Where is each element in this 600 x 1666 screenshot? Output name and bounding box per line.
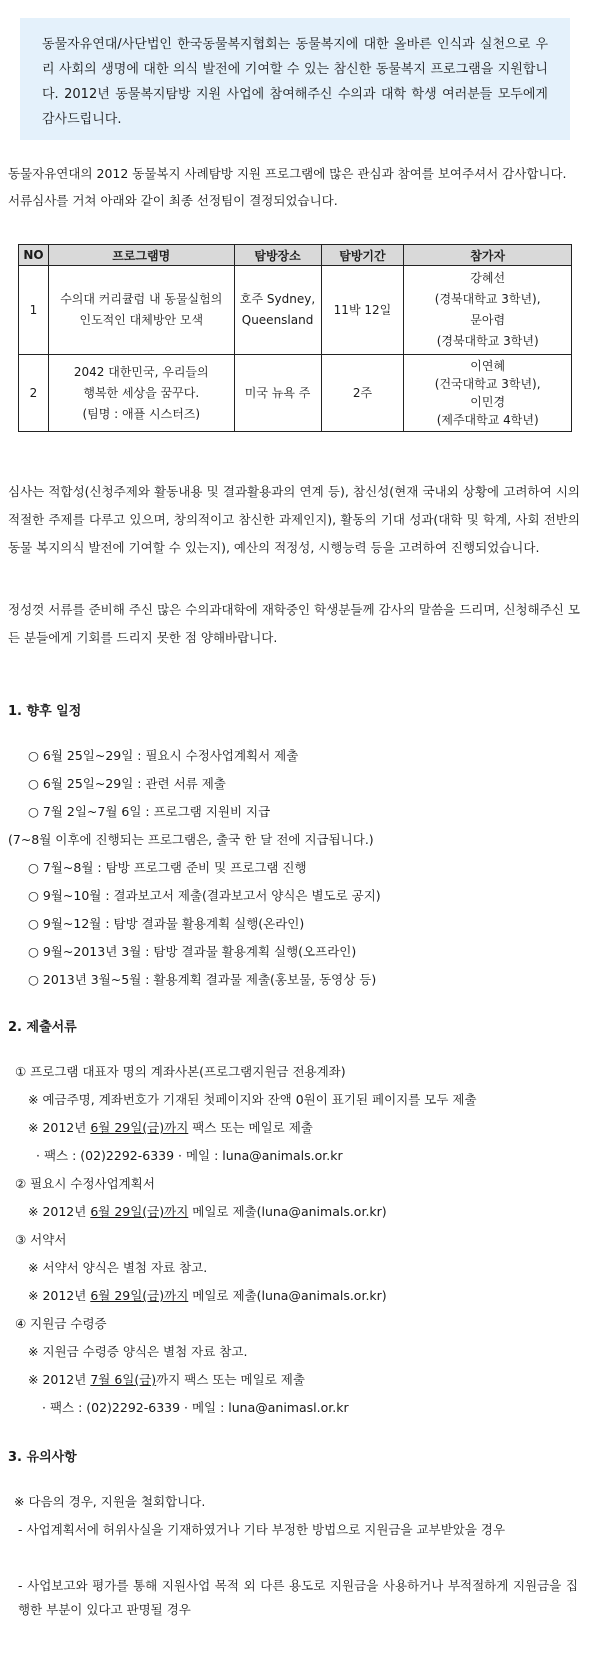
cell-period: 11박 12일 [321, 266, 404, 355]
lead-paragraph: 동물자유연대의 2012 동물복지 사례탐방 지원 프로그램에 많은 관심과 참여를 보여주셔서 감사합니다. 서류심사를 거쳐 아래와 같이 최종 선정팀이 결정되었습니다. [8, 166, 567, 208]
section-3-title: 3. 유의사항 [8, 1450, 77, 1465]
deadline-date: 6월 29일(금)까지 [90, 1204, 189, 1219]
contact-info: · 팩스 : (02)2292-6339 · 메일 : luna@animals.or.kr [36, 1148, 343, 1163]
section-2-title: 2. 제출서류 [8, 1020, 77, 1035]
deadline-suffix: 메일로 제출(luna@animals.or.kr) [188, 1204, 387, 1219]
deadline-suffix: 팩스 또는 메일로 제출 [188, 1120, 313, 1135]
document-note: ※ 서약서 양식은 별첨 자료 참고. [28, 1260, 208, 1275]
header-place: 탐방장소 [234, 245, 321, 266]
schedule-item: ○ 6월 25일~29일 : 필요시 수정사업계획서 제출 [28, 748, 299, 763]
notice-intro: ※ 다음의 경우, 지원을 철회합니다. [14, 1494, 206, 1509]
deadline-prefix: ※ 2012년 [28, 1372, 91, 1387]
document-deadline [28, 1370, 305, 1388]
cell-line: 인도적인 대체방안 모색 [79, 313, 204, 327]
cell-program [48, 355, 234, 432]
header-program: 프로그램명 [48, 245, 234, 266]
notice-item: - 사업계획서에 허위사실을 기재하였거나 기타 부정한 방법으로 지원금을 교부받았을 경우 [18, 1522, 506, 1537]
cell-line: 문아렴 [470, 313, 506, 327]
document-item: ③ 서약서 [15, 1232, 67, 1247]
deadline-date: 6월 29일(금)까지 [90, 1120, 189, 1135]
cell-line: (경북대학교 3학년), [434, 292, 541, 306]
schedule-note: (7~8월 이후에 진행되는 프로그램은, 출국 한 달 전에 지급됩니다.) [8, 832, 374, 847]
document-item: ④ 지원금 수령증 [15, 1316, 107, 1331]
deadline-suffix: 까지 팩스 또는 메일로 제출 [156, 1372, 305, 1387]
cell-participants [404, 266, 572, 355]
document-note: ※ 예금주명, 계좌번호가 기재된 첫페이지와 잔액 0원이 표기된 페이지를 모두 제출 [28, 1092, 477, 1107]
cell-line: 강혜선 [470, 271, 506, 285]
schedule-item: ○ 2013년 3월~5월 : 활용계획 결과물 제출(홍보물, 동영상 등) [28, 972, 377, 987]
cell-line: Queensland [241, 313, 314, 327]
schedule-item: ○ 6월 25일~29일 : 관련 서류 제출 [28, 776, 226, 791]
cell-line: 미국 뉴욕 주 [244, 385, 311, 400]
intro-box [20, 18, 570, 140]
cell-place [234, 266, 321, 355]
document-note: ※ 지원금 수령증 양식은 별첨 자료 참고. [28, 1344, 248, 1359]
header-participants: 참가자 [404, 245, 572, 266]
deadline-date: 6월 29일(금)까지 [90, 1288, 189, 1303]
document-deadline [28, 1118, 313, 1136]
header-period: 탐방기간 [321, 245, 404, 266]
cell-line: (건국대학교 3학년), [434, 377, 541, 391]
cell-participants [404, 355, 572, 432]
schedule-item: ○ 7월~8월 : 탐방 프로그램 준비 및 프로그램 진행 [28, 860, 307, 875]
section-1-title: 1. 향후 일정 [8, 704, 82, 719]
cell-no: 1 [19, 266, 49, 355]
cell-line: 호주 Sydney, [239, 292, 316, 306]
intro-text: 동물자유연대/사단법인 한국동물복지협회는 동물복지에 대한 올바른 인식과 실천으로 우리 사회의 생명에 대한 의식 발전에 기여할 수 있는 참신한 동물복지 프로그램을 지원합니다. 2012년 동물복지탐방 지원 사업에 참여해주신 수의과 대학 학생 여러분들 모두에게 감사드립니다. [42, 37, 548, 127]
document-item: ② 필요시 수정사업계획서 [15, 1176, 155, 1191]
deadline-suffix: 메일로 제출(luna@animals.or.kr) [188, 1288, 387, 1303]
schedule-item: ○ 9월~10월 : 결과보고서 제출(결과보고서 양식은 별도로 공지) [28, 888, 381, 903]
review-paragraph: 심사는 적합성(신청주제와 활동내용 및 결과활용과의 연계 등), 참신성(현재 국내외 상황에 고려하여 시의 적절한 주제를 다루고 있으며, 창의적이고 참신한 과제인지), 활동의 기대 성과(대학 및 학계, 사회 전반의 동물 복지의식 발전에 기여할 수 있는지), 예산의 적정성, 시행능력 등을 고려하여 진행되었습니다. [8, 484, 580, 555]
cell-no: 2 [19, 355, 49, 432]
deadline-prefix: ※ 2012년 [28, 1120, 91, 1135]
table-row [19, 355, 572, 432]
deadline-date: 7월 6일(금) [90, 1372, 157, 1387]
cell-period: 2주 [321, 355, 404, 432]
contact-info: · 팩스 : (02)2292-6339 · 메일 : luna@animasl.or.kr [42, 1400, 349, 1415]
cell-line: 이연혜 [470, 359, 506, 373]
deadline-prefix: ※ 2012년 [28, 1204, 91, 1219]
cell-line: 수의대 커리큘럼 내 동물실험의 [60, 292, 223, 306]
header-no: NO [19, 245, 49, 266]
cell-line: 행복한 세상을 꿈꾸다. [83, 385, 200, 400]
schedule-item: ○ 9월~2013년 3월 : 탐방 결과물 활용계획 실행(오프라인) [28, 944, 357, 959]
thanks-paragraph: 정성껏 서류를 준비해 주신 많은 수의과대학에 재학중인 학생분들께 감사의 말씀을 드리며, 신청해주신 모든 분들에게 기회를 드리지 못한 점 양해바랍니다. [8, 602, 580, 645]
table-row [19, 266, 572, 355]
document-item: ① 프로그램 대표자 명의 계좌사본(프로그램지원금 전용계좌) [15, 1064, 346, 1079]
cell-line: (경북대학교 3학년) [436, 334, 539, 348]
cell-line: 이민경 [470, 395, 506, 409]
deadline-prefix: ※ 2012년 [28, 1288, 91, 1303]
cell-place [234, 355, 321, 432]
cell-line: (팀명 : 애플 시스터즈) [82, 406, 201, 421]
document-deadline [28, 1202, 387, 1220]
selection-table [18, 244, 572, 432]
cell-line: 2042 대한민국, 우리들의 [73, 364, 209, 379]
cell-line: (제주대학교 4학년) [436, 413, 539, 427]
schedule-item: ○ 7월 2일~7월 6일 : 프로그램 지원비 지급 [28, 804, 271, 819]
notice-item: - 사업보고와 평가를 통해 지원사업 목적 외 다른 용도로 지원금을 사용하거나 부적절하게 지원금을 집행한 부분이 있다고 판명될 경우 [18, 1578, 578, 1617]
cell-program [48, 266, 234, 355]
document-deadline [28, 1286, 387, 1304]
schedule-item: ○ 9월~12월 : 탐방 결과물 활용계획 실행(온라인) [28, 916, 305, 931]
